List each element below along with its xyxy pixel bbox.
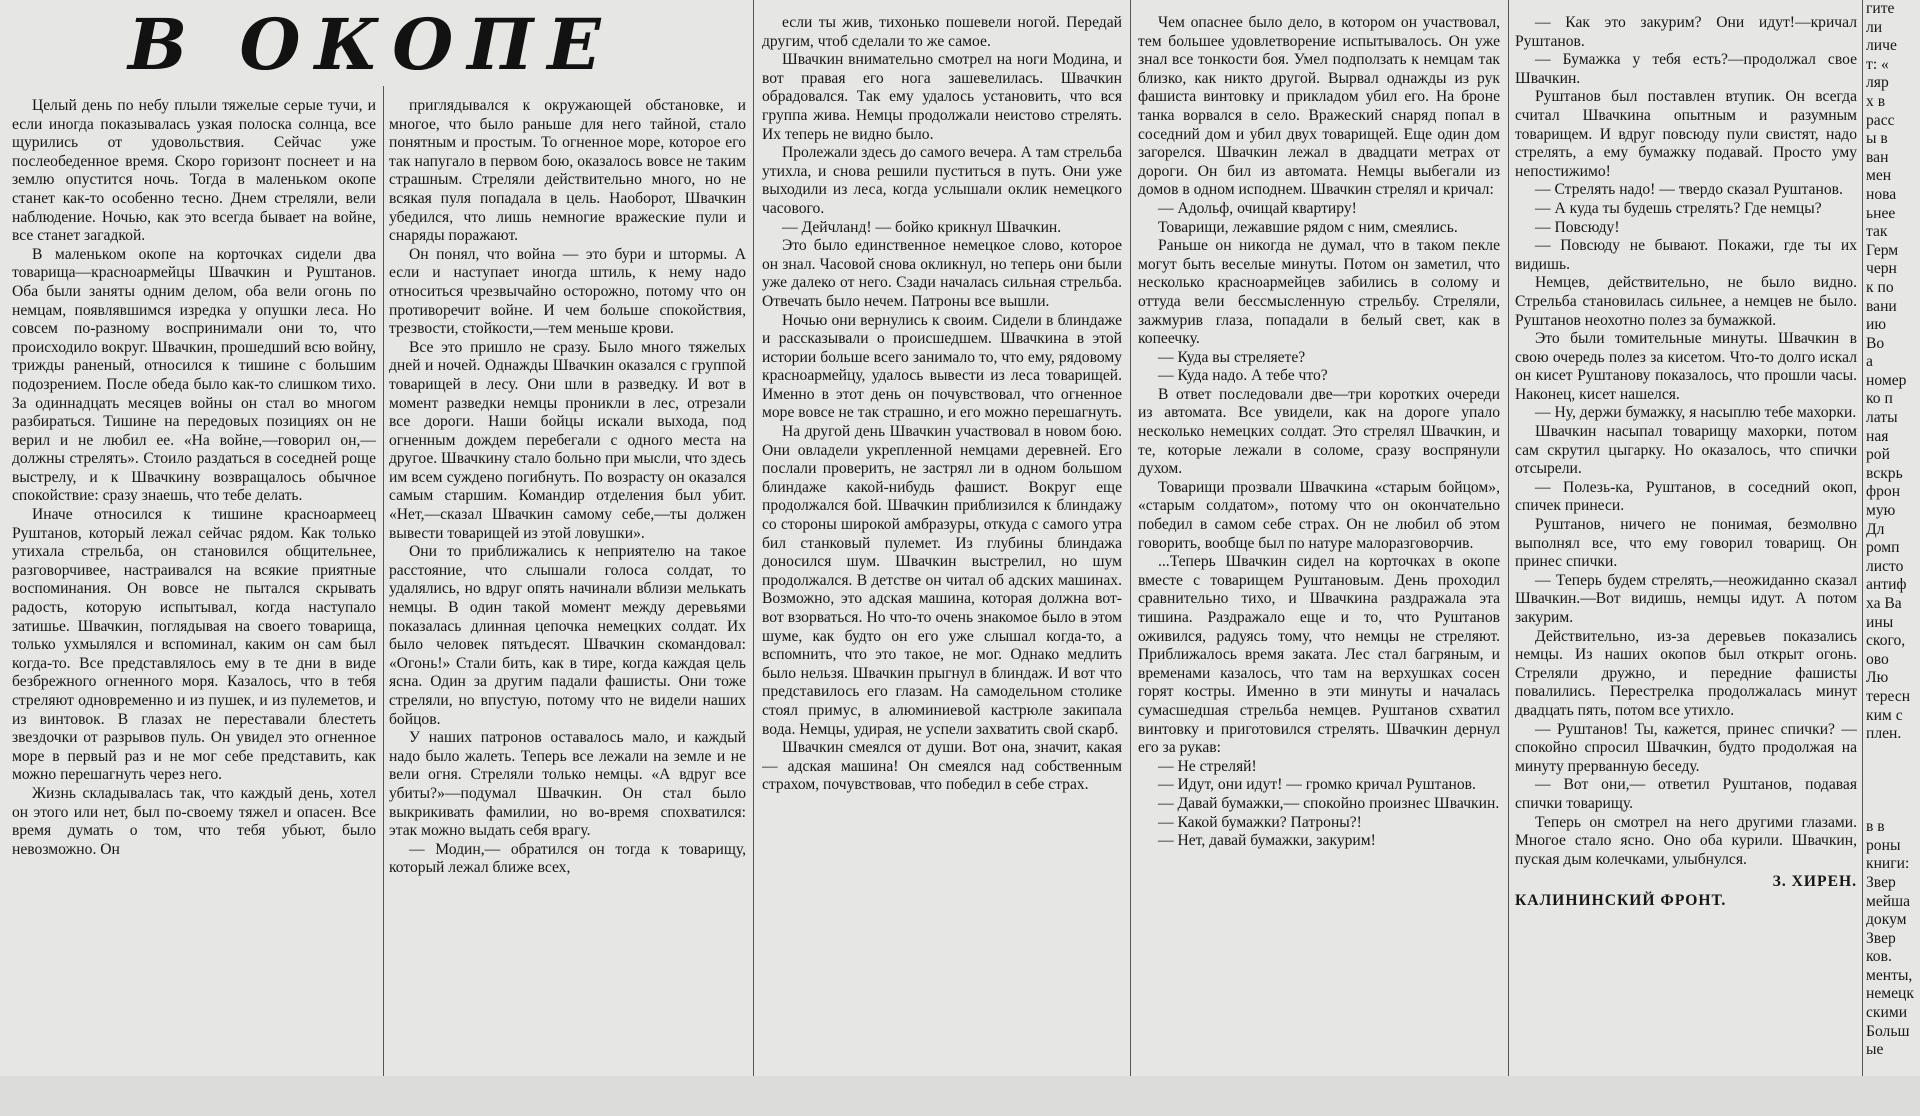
paragraph: — Вот они,— ответил Руштанов, подавая спички товарищу.	[1515, 776, 1857, 812]
paragraph: — Давай бумажки,— спокойно произнес Швачкин.	[1158, 794, 1500, 812]
paragraph: — Нет, давай бумажки, закурим!	[1158, 832, 1376, 850]
clipped-fragment: в в	[1866, 818, 1885, 836]
clipped-fragment: Звер	[1866, 929, 1896, 947]
paragraph: Швачкин смеялся от души. Вот она, значит, какая — адская машина! Он смеялся над собственным страхом, почувствовав, что победил в себе страх.	[762, 739, 1122, 794]
column-divider	[1130, 0, 1131, 1076]
clipped-fragment: а	[1866, 353, 1873, 371]
clipped-fragment: книги:	[1866, 855, 1910, 873]
clipped-fragment: ского,	[1866, 632, 1906, 650]
column-divider	[1508, 0, 1509, 1076]
paragraph: Все это пришло не сразу. Было много тяжелых дней и ночей. Однажды Швачкин оказался с группой товарищей в лесу. Они шли в разведку. И вот в момент разведки немцы проникли в лес, отрезали все дороги. Наши бойцы искали выхода, под огненным дождем перебегали с одного места на другое. Швачкину стало больно при мысли, что здесь им всем суждено погибнуть. По возрасту он оказался самым старшим. Командир отделения был убит. «Нет,—сказал Швачкин самому себе,—ты должен вывести товарищей из этой ловушки».	[389, 338, 746, 542]
clipped-fragment: Звер	[1866, 873, 1896, 891]
article-column-5	[1515, 14, 1857, 1076]
clipped-fragment: расс	[1866, 111, 1895, 129]
clipped-fragment: ким с	[1866, 706, 1903, 724]
clipped-fragment: ово	[1866, 650, 1889, 668]
clipped-fragment: ная	[1866, 427, 1889, 445]
clipped-fragment: Лю	[1866, 669, 1889, 687]
clipped-fragment: так	[1866, 223, 1888, 241]
clipped-fragment: нова	[1866, 185, 1897, 203]
paragraph: — Ну, держи бумажку, я насыплю тебе махорки.	[1535, 404, 1857, 422]
clipped-next-article	[1866, 0, 1920, 1076]
paragraph: — Куда вы стреляете?	[1158, 348, 1306, 366]
paragraph: Руштанов, ничего не понимая, безмолвно выполнял все, что ему говорил товарищ. Он принес спички.	[1515, 516, 1857, 571]
clipped-fragment: листо	[1866, 557, 1904, 575]
paragraph: Пролежали здесь до самого вечера. А там стрельба утихла, и снова решили пуститься в путь. Они уже выходили из леса, когда услышали оклик немецкого часового.	[762, 144, 1122, 217]
clipped-fragment: ьнее	[1866, 204, 1896, 222]
column-divider	[753, 0, 754, 1076]
paragraph: Он понял, что война — это бури и штормы. А если и наступает иногда штиль, к нему надо относиться чрезвычайно осторожно, потому что он противоречит войне. И чем больше спокойствия, трезвости, стойкости,—тем меньше крови.	[389, 245, 746, 338]
paragraph: Это было единственное немецкое слово, которое он знал. Часовой снова окликнул, но теперь они были уже далеко от него. Сзади началась сильная стрельба. Отвечать было нечем. Патроны все вышли.	[762, 237, 1122, 310]
article-signature	[1515, 873, 1857, 910]
paragraph: — Теперь будем стрелять,—неожиданно сказал Швачкин.—Вот видишь, немцы идут. А потом закурим.	[1515, 571, 1857, 626]
paragraph: В ответ последовали две—три коротких очереди из автомата. Все увидели, как на дороге упало несколько немецких солдат. Это стрелял Швачкин, и те, которые лежали в соломе, сразу воспрянули духом.	[1138, 385, 1500, 478]
clipped-fragment: черн	[1866, 260, 1897, 278]
clipped-fragment: ков.	[1866, 948, 1892, 966]
clipped-fragment: Дл	[1866, 520, 1885, 538]
paragraph: — Какой бумажки? Патроны?!	[1158, 813, 1362, 831]
article-headline: В ОКОПЕ	[128, 3, 615, 86]
clipped-fragment: ха Ba	[1866, 595, 1902, 612]
clipped-fragment: мую	[1866, 502, 1896, 520]
paragraph: — А куда ты будешь стрелять? Где немцы?	[1535, 199, 1822, 217]
clipped-fragment: скими	[1866, 1004, 1908, 1022]
paragraph: — Руштанов! Ты, кажется, принес спички? — спокойно спросил Швачкин, будто продолжая на минуту прерванную беседу.	[1515, 720, 1857, 775]
paragraph: Чем опаснее было дело, в котором он участвовал, тем большее удовлетворение испытывалось. Он уже знал все тонкости боя. Умел подползать к немцам так близко, как никто другой. Вырвал однажды из рук фашиста винтовку и прикладом убил его. На броне танка ворвался в село. Вражеский снаряд попал в соседний дом и убил двух товарищей. Еще один дом загорелся. Швачкин лежал в двадцати метрах от дороги. Он бил из автомата. Немцы выбегали из домов в одном исподнем. Швачкин стрелял и кричал:	[1138, 14, 1500, 199]
paragraph: Иначе относился к тишине красноармеец Руштанов, который лежал сейчас рядом. Как только утихала стрельба, он становился общительнее, разговорчивее, настраивался на всякие приятные воспоминания. Он вовсе не пытался скрывать радость, которую испытывал, когда наступало затишье. Швачкин, поглядывая на своего товарища, только ухмылялся и вспоминал, каким он сам был когда-то. Все представлялось ему в те дни в виде безбрежного огненного моря. Казалось, что в тебя стреляют одновременно и из пушек, и из пулеметов, и из винтовок. В глазах не переставали блестеть звездочки от разрывов пуль. Он увидел это огненное море в первый раз и не мог себе представить, как можно перешагнуть через него.	[12, 506, 376, 784]
clipped-fragment: ляр	[1866, 74, 1889, 92]
clipped-fragment: мен	[1866, 167, 1892, 185]
page-bottom-margin	[0, 1076, 1920, 1116]
clipped-fragment: тересн	[1866, 687, 1911, 705]
paragraph: У наших патронов оставалось мало, и каждый надо было жалеть. Теперь все лежали на земле и не вели огня. Стреляли только немцы. «А вдруг все убиты?»—подумал Швачкин. Он стал было выкрикивать фамилии, но во-время спохватился: этак можно выдать себя врагу.	[389, 729, 746, 840]
paragraph: Это были томительные минуты. Швачкин в свою очередь полез за кисетом. Что-то долго искал он кисет Руштанову показалось, что прошли часы. Наконец, кисет нашелся.	[1515, 330, 1857, 403]
byline-location: КАЛИНИНСКИЙ ФРОНТ.	[1515, 891, 1727, 909]
paragraph: Действительно, из-за деревьев показались немцы. Из наших окопов был открыт огонь. Стреляли дружно, и передние фашисты повалились. Перестрелка продолжалась минут двадцать пять, потом все утихло.	[1515, 627, 1857, 719]
clipped-fragment	[1866, 800, 1920, 819]
clipped-fragment: ины	[1866, 613, 1894, 631]
clipped-fragment: Больш	[1866, 1022, 1910, 1040]
paragraph: приглядывался к окружающей обстановке, и многое, что было раньше для него тайной, стало понятным и простым. То огненное море, которое его так напугало в первом бою, оказалось вовсе не таким страшным. Стреляли действительно много, но не всякая пуля попадала в цель. Наоборот, Швачкин убедился, что лишь немногие вражеские пули и снаряды поражают.	[389, 97, 746, 245]
paragraph: — Повсюду!	[1535, 218, 1620, 236]
clipped-fragment: к по	[1866, 278, 1894, 296]
clipped-fragment: фрон	[1866, 483, 1901, 501]
clipped-fragment: Во	[1866, 334, 1885, 352]
paragraph: Жизнь складывалась так, что каждый день, хотел он этого или нет, был по-своему тяжел и опасен. Все время думать о том, что тебя убьют, было невозможно. Он	[12, 784, 376, 858]
paragraph: В маленьком окопе на корточках сидели два товарища—красноармейцы Швачкин и Руштанов. Оба были заняты одним делом, оба вели огонь по немцам, появлявшимся изредка у опушки леса. Но совсем по-разному воспринимали они то, что происходило вокруг. Швачкин, прошедший всю войну, трижды раненый, относился к тишине с большим подозрением. После обеда было как-то слишком тихо. За одиннадцать месяцев войны он стал во многом разбираться. Тишине на передовых позициях он не верил и не любил ее. «На войне,—говорил он,—должны стрелять». Стоило раздаться в соседней роще выстрелу, и к Швачкину возвращалось обычное спокойствие: сразу знаешь, что тебе делать.	[12, 245, 376, 505]
paragraph: Немцев, действительно, не было видно. Стрельба становилась сильнее, а немцев не было. Руштанов неохотно полез за бумажкой.	[1515, 274, 1857, 329]
clipped-fragment: роны	[1866, 836, 1901, 854]
clipped-fragment	[1866, 781, 1920, 800]
clipped-fragment: т: «	[1866, 55, 1889, 73]
paragraph: — Дейчланд! — бойко крикнул Швачкин.	[782, 218, 1062, 236]
clipped-fragment	[1866, 744, 1920, 763]
clipped-fragment: ромп	[1866, 539, 1900, 557]
clipped-fragment: плен.	[1866, 725, 1902, 743]
paragraph: Раньше он никогда не думал, что в таком пекле могут быть веселые минуты. Потом он заметил, что несколько красноармейцев забились в солому и оттуда вели бессмысленную стрельбу. Стреляли, зажмурив глаза, попадали в белый свет, как в копеечку.	[1138, 237, 1500, 348]
paragraph: Швачкин внимательно смотрел на ноги Модина, и вот правая его нога зашевелилась. Швачкин обрадовался. Так ему удалось установить, что вся группа жива. Немцы продолжали неистово стрелять. Их теперь не видно было.	[762, 51, 1122, 143]
paragraph: — Полезь-ка, Руштанов, в соседний окоп, спичек принеси.	[1515, 478, 1857, 515]
clipped-fragment: ые	[1866, 1041, 1884, 1059]
paragraph: — Адольф, очищай квартиру!	[1158, 199, 1357, 217]
clipped-fragment: личе	[1866, 37, 1897, 55]
clipped-fragment: ко п	[1866, 390, 1893, 408]
paragraph: — Бумажка у тебя есть?—продолжал свое Швачкин.	[1515, 51, 1857, 87]
article-column-2	[389, 97, 746, 1076]
clipped-fragment: латы	[1866, 409, 1898, 427]
article-column-3	[762, 14, 1122, 1076]
clipped-fragment: вскрь	[1866, 464, 1903, 482]
byline-author: З. ХИРЕН.	[1772, 873, 1857, 891]
clipped-fragment: рой	[1866, 446, 1890, 464]
clipped-fragment: докум	[1866, 911, 1907, 929]
paragraph: — Как это закурим? Они идут!—кричал Руштанов.	[1515, 14, 1857, 50]
paragraph: Товарищи прозвали Швачкина «старым бойцом», «старым солдатом», потому что он окончательно победил в самом себе страх. Он не любил об этом говорить, вообще был по натуре малоразговорчив.	[1138, 478, 1500, 552]
paragraph: Они то приближались к неприятелю на такое расстояние, что слышали голоса солдат, то удалялись, но вдруг опять начинали вблизи мелькать немцы. В один такой момент между деревьями показалась длинная цепочка немецких солдат. Их было человек пятьдесят. Швачкин скомандовал: «Огонь!» Стали бить, как в тире, когда каждая цель ясна. Один за другим падали фашисты. Они тоже стреляли, но впустую, потому что не видели наших бойцов.	[389, 543, 746, 728]
paragraph: Товарищи, лежавшие рядом с ним, смеялись.	[1158, 218, 1458, 236]
paragraph: На другой день Швачкин участвовал в новом бою. Они овладели укрепленной немцами деревней. Его послали проверить, не застрял ли в одном большом блиндаже какой-нибудь фашист. Вокруг еще продолжался бой. Швачкин приблизился к блиндажу со стороны широкой амбразуры, откуда с самого утра бил станковый пулемет. Из глубины блиндажа доносился шум. Швачкин выстрелил, но шум продолжался. В детстве он читал об адских машинах. Возможно, это адская машина, которая должна вот-вот взорваться. Но что-то очень знакомое было в этом шуме, как будто он его уже слышал когда-то, а вспомнить, что это такое, не мог. Однако медлить было нельзя. Швачкин прыгнул в блиндаж. И вот что представилось его глазам. На самодельном столике стоял примус, в алюминиевой кастрюле закипала вода. Немцы, удирая, не успели захватить свой скарб.	[762, 423, 1122, 738]
paragraph: ...Теперь Швачкин сидел на корточках в окопе вместе с товарищем Руштановым. День проходил сравнительно тихо, и Швачкина раздражала эта тишина. Раздражало еще и то, что Руштанов оживился, радуясь тому, что немцы не стреляют. Приближалось время заката. Лес стал багряным, и временами казалось, что там на верхушках сосен горят костры. Именно в эти минуты и началась сумасшедшая стрельба немцев. Руштанов схватил винтовку и приготовился стрелять. Швачкин дернул его за рукав:	[1138, 553, 1500, 757]
clipped-fragment: антиф	[1866, 576, 1907, 594]
clipped-fragment: ы в	[1866, 130, 1888, 148]
clipped-fragment: менты,	[1866, 966, 1913, 984]
paragraph: Швачкин насыпал товарищу махорки, потом сам скрутил цыгарку. Но оказалось, что спички отсырели.	[1515, 423, 1857, 478]
clipped-fragment	[1866, 762, 1920, 781]
paragraph: — Модин,— обратился он тогда к товарищу, который лежал ближе всех,	[389, 840, 746, 877]
clipped-fragment: мейша	[1866, 892, 1911, 910]
paragraph: Руштанов был поставлен втупик. Он всегда считал Швачкина опытным и разумным товарищем. И вдруг повсюду пули свистят, надо стрелять, а ему бумажку подавай. Просто уму непостижимо!	[1515, 88, 1857, 180]
column-divider	[383, 86, 384, 1076]
clipped-fragment: гите	[1866, 0, 1895, 17]
paragraph: — Идут, они идут! — громко кричал Руштанов.	[1158, 776, 1476, 794]
paragraph: если ты жив, тихонько пошевели ногой. Передай другим, чтоб сделали то же самое.	[762, 14, 1122, 50]
paragraph: Целый день по небу плыли тяжелые серые тучи, и если иногда показывалась узкая полоска солнца, все щурились от удовольствия. Сейчас уже послеобеденное время. Скоро горизонт поснеет и на землю опустится ночь. Тогда в маленьком окопе станет как-то особенно тесно. Днем стреляли, вели наблюдение. Ночью, как это всегда бывает на войне, все станет загадкой.	[12, 97, 376, 245]
paragraph: — Куда надо. А тебе что?	[1158, 367, 1328, 385]
paragraph: — Повсюду не бывают. Покажи, где ты их видишь.	[1515, 237, 1857, 273]
column-divider	[1862, 0, 1863, 1076]
clipped-fragment: немецк	[1866, 985, 1914, 1003]
article-column-1	[12, 97, 376, 1076]
paragraph: — Не стреляй!	[1158, 757, 1257, 775]
article-column-4	[1138, 14, 1500, 1076]
clipped-fragment: вани	[1866, 297, 1897, 315]
clipped-fragment: x в	[1866, 92, 1886, 110]
paragraph: — Стрелять надо! — твердо сказал Руштанов.	[1535, 181, 1843, 199]
clipped-fragment: ван	[1866, 148, 1889, 166]
paragraph: Ночью они вернулись к своим. Сидели в блиндаже и рассказывали о происшедшем. Швачкина в этой истории больше всего занимало то, что ему, рядовому красноармейцу, удалось вывести из леса товарищей. Именно в этот день он почувствовал, что огненное море вовсе не так страшно, и его можно перешагнуть.	[762, 311, 1122, 422]
paragraph: Теперь он смотрел на него другими глазами. Многое стало ясно. Оно оба курили. Швачкин, пуская дым колечками, улыбнулся.	[1515, 813, 1857, 868]
clipped-fragment: ли	[1866, 18, 1883, 36]
clipped-fragment: номер	[1866, 371, 1907, 389]
clipped-fragment: ию	[1866, 316, 1886, 334]
clipped-fragment: Герм	[1866, 241, 1899, 259]
